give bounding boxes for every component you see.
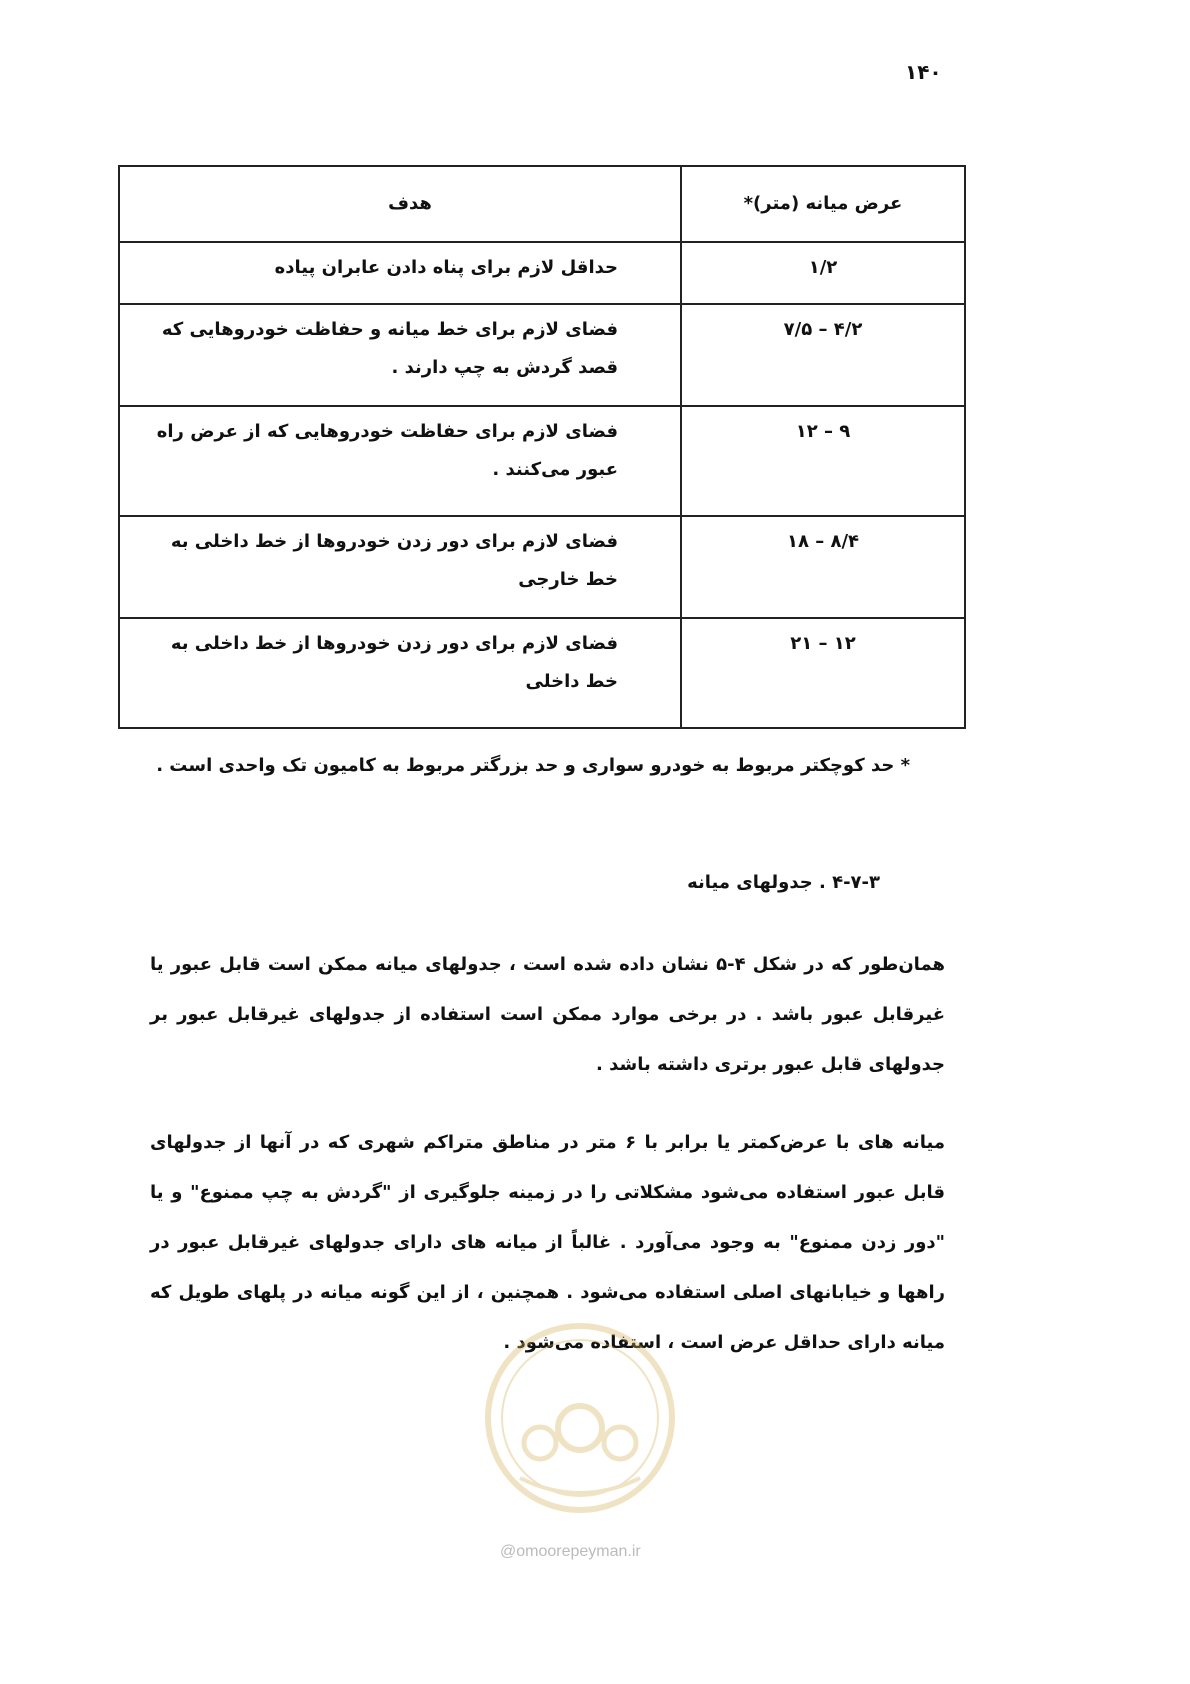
- table-header-row: [119, 166, 965, 242]
- cell-width: ۱/۲: [681, 242, 965, 304]
- header-median-width: عرض میانه (متر)*: [681, 166, 965, 242]
- body-paragraph: همان‌طور که در شکل ۴-۵ نشان داده شده است ، جدولهای میانه ممکن است قابل عبور یا غیرقابل عبور باشد . در برخی موارد ممکن است استفاده از جدولهای غیرقابل عبور بر جدولهای قابل عبور برتری داشته باشد .: [150, 954, 945, 1075]
- cell-purpose: حداقل لازم برای پناه دادن عابران پیاده: [119, 242, 681, 304]
- section-heading: ۴-۷-۳ . جدولهای میانه: [687, 872, 880, 893]
- table-row: [119, 618, 965, 728]
- cell-width: ۹ – ۱۲: [681, 406, 965, 516]
- watermark-url: @omoorepeyman.ir: [500, 1543, 641, 1560]
- watermark-logo-icon: [480, 1318, 680, 1518]
- page-number: ۱۴۰: [905, 60, 942, 84]
- table-footnote: * حد کوچکتر مربوط به خودرو سواری و حد بزرگتر مربوط به کامیون تک واحدی است .: [156, 755, 910, 776]
- median-width-table: [118, 165, 966, 729]
- table-row: [119, 516, 965, 618]
- cell-purpose: فضای لازم برای حفاظت خودروهایی که از عرض راه عبور می‌کنند .: [119, 406, 681, 516]
- table-row: [119, 304, 965, 406]
- cell-width: ۸/۴ – ۱۸: [681, 516, 965, 618]
- header-purpose: هدف: [119, 166, 681, 242]
- cell-width: ۴/۲ – ۷/۵: [681, 304, 965, 406]
- body-paragraph: میانه های با عرض‌کمتر یا برابر با ۶ متر در مناطق متراکم شهری که در آنها از جدولهای قابل عبور استفاده می‌شود مشکلاتی را در زمینه جلوگیری از "گردش به چپ ممنوع" و یا "دور زدن ممنوع" به وجود می‌آورد . غالباً از میانه های دارای جدولهای غیرقابل عبور در راهها و خیابانهای اصلی استفاده می‌شود . همچنین ، از این گونه میانه در پلهای طویل که میانه دارای حداقل عرض است ، استفاده می‌شود .: [150, 1132, 945, 1353]
- cell-width: ۱۲ – ۲۱: [681, 618, 965, 728]
- cell-purpose: فضای لازم برای دور زدن خودروها از خط داخلی به خط داخلی: [119, 618, 681, 728]
- cell-purpose: فضای لازم برای دور زدن خودروها از خط داخلی به خط خارجی: [119, 516, 681, 618]
- table-row: [119, 242, 965, 304]
- cell-purpose: فضای لازم برای خط میانه و حفاظت خودروهایی که قصد گردش به چپ دارند .: [119, 304, 681, 406]
- table-row: [119, 406, 965, 516]
